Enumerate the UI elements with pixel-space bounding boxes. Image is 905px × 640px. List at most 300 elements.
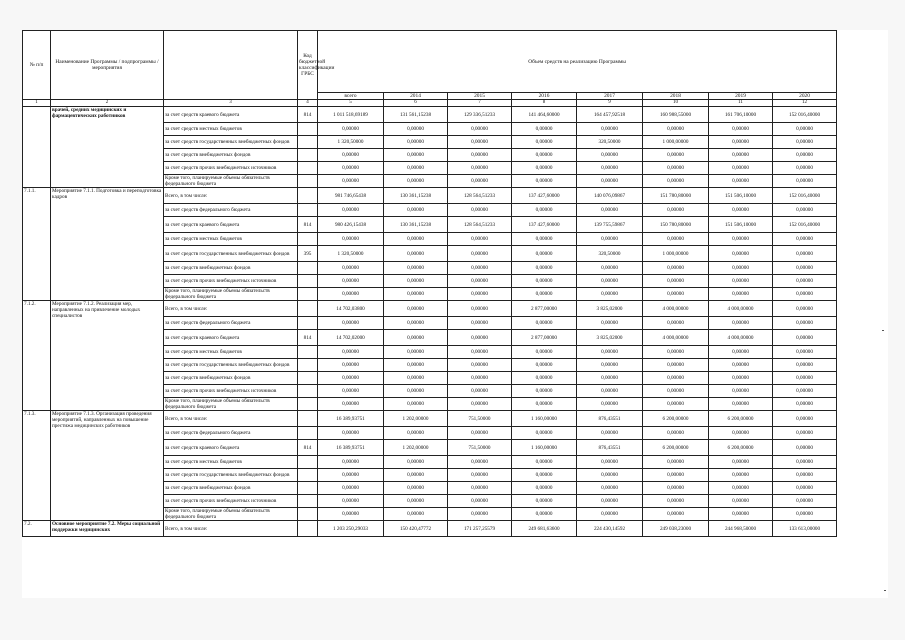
amount-cell: 0,00000 bbox=[384, 233, 448, 246]
amount-cell: 161 706,10000 bbox=[709, 107, 773, 123]
amount-cell: 0,00000 bbox=[773, 359, 837, 372]
measure-number: 7.2. bbox=[23, 521, 51, 537]
amount-cell: 171 257,25579 bbox=[448, 521, 512, 537]
amount-cell: 0,00000 bbox=[773, 482, 837, 495]
amount-cell: 0,00000 bbox=[577, 398, 643, 411]
funding-source: за счет средств прочих внебюджетных источников bbox=[164, 385, 298, 398]
budget-code bbox=[298, 495, 318, 508]
amount-cell: 0,00000 bbox=[577, 346, 643, 359]
amount-cell: 0,00000 bbox=[384, 508, 448, 521]
amount-cell: 131 561,15238 bbox=[384, 107, 448, 123]
amount-cell: 0,00000 bbox=[384, 398, 448, 411]
amount-cell: 0,00000 bbox=[643, 262, 709, 275]
amount-cell: 0,00000 bbox=[577, 149, 643, 162]
measure-name: Основное мероприятие 7.2. Меры социальной поддержки медицинских bbox=[51, 521, 164, 537]
amount-cell: 0,00000 bbox=[384, 175, 448, 188]
amount-cell: 0,00000 bbox=[773, 330, 837, 346]
funding-source: за счет средств федерального бюджета bbox=[164, 204, 298, 217]
year-header: 2015 bbox=[448, 93, 512, 100]
amount-cell: 0,00000 bbox=[448, 482, 512, 495]
amount-cell: 0,00000 bbox=[318, 262, 384, 275]
amount-cell: 0,00000 bbox=[709, 275, 773, 288]
budget-code bbox=[298, 262, 318, 275]
amount-cell: 150 420,47772 bbox=[384, 521, 448, 537]
scan-speck bbox=[882, 330, 884, 331]
amount-cell: 0,00000 bbox=[577, 275, 643, 288]
amount-cell: 0,00000 bbox=[448, 469, 512, 482]
amount-cell: 160 988,55000 bbox=[643, 107, 709, 123]
amount-cell: 152 016,40000 bbox=[773, 107, 837, 123]
amount-cell: 0,00000 bbox=[318, 469, 384, 482]
funding-source: за счет средств местных бюджетов bbox=[164, 346, 298, 359]
amount-cell: 0,00000 bbox=[773, 508, 837, 521]
scan-speck bbox=[884, 590, 886, 591]
amount-cell: 0,00000 bbox=[448, 175, 512, 188]
amount-cell: 137 427,60000 bbox=[512, 188, 577, 204]
amount-cell: 0,00000 bbox=[318, 427, 384, 440]
amount-cell: 16 389,93751 bbox=[318, 440, 384, 456]
budget-code: 814 bbox=[298, 107, 318, 123]
funding-source: за счет средств краевого бюджета bbox=[164, 330, 298, 346]
amount-cell: 0,00000 bbox=[643, 317, 709, 330]
amount-cell: 0,00000 bbox=[448, 427, 512, 440]
amount-cell: 6 200,00000 bbox=[709, 411, 773, 427]
year-header: 2016 bbox=[512, 93, 577, 100]
amount-cell: 1 000,00000 bbox=[643, 136, 709, 149]
amount-cell: 0,00000 bbox=[577, 385, 643, 398]
budget-code bbox=[298, 149, 318, 162]
amount-cell: 0,00000 bbox=[384, 149, 448, 162]
amount-cell: 1 320,50000 bbox=[318, 246, 384, 262]
funding-source: за счет средств федерального бюджета bbox=[164, 317, 298, 330]
amount-cell: 0,00000 bbox=[512, 275, 577, 288]
amount-cell: 0,00000 bbox=[448, 136, 512, 149]
amount-cell: 0,00000 bbox=[384, 385, 448, 398]
funding-source: за счет средств внебюджетных фондов bbox=[164, 262, 298, 275]
amount-cell: 0,00000 bbox=[384, 317, 448, 330]
amount-cell: 0,00000 bbox=[773, 136, 837, 149]
header-code: Код бюджетной классификации ГРБС bbox=[298, 31, 318, 100]
amount-cell: 0,00000 bbox=[643, 427, 709, 440]
amount-cell: 0,00000 bbox=[773, 372, 837, 385]
amount-cell: 4 000,00000 bbox=[709, 330, 773, 346]
column-index: 9 bbox=[577, 100, 643, 107]
amount-cell: 130 361,15238 bbox=[384, 217, 448, 233]
column-index: 12 bbox=[773, 100, 837, 107]
document-sheet bbox=[22, 30, 888, 598]
amount-cell: 0,00000 bbox=[773, 204, 837, 217]
amount-cell: 0,00000 bbox=[773, 469, 837, 482]
amount-cell: 0,00000 bbox=[318, 482, 384, 495]
amount-cell: 0,00000 bbox=[448, 204, 512, 217]
amount-cell: 0,00000 bbox=[709, 359, 773, 372]
amount-cell: 0,00000 bbox=[384, 262, 448, 275]
amount-cell: 0,00000 bbox=[643, 149, 709, 162]
budget-code bbox=[298, 301, 318, 317]
amount-cell: 1 203 250,29033 bbox=[318, 521, 384, 537]
amount-cell: 0,00000 bbox=[709, 495, 773, 508]
measure-name: Мероприятие 7.1.2. Реализация мер, направленных на привлечение молодых специалистов bbox=[51, 301, 164, 411]
budget-code bbox=[298, 162, 318, 175]
funding-source: за счет средств федерального бюджета bbox=[164, 427, 298, 440]
column-index: 3 bbox=[164, 100, 298, 107]
amount-cell: 249 038,23000 bbox=[643, 521, 709, 537]
funding-source: за счет средств прочих внебюджетных источников bbox=[164, 495, 298, 508]
amount-cell: 0,00000 bbox=[773, 301, 837, 317]
amount-cell: 0,00000 bbox=[318, 123, 384, 136]
amount-cell: 1 000,00000 bbox=[643, 246, 709, 262]
table-row bbox=[23, 301, 837, 317]
amount-cell: 0,00000 bbox=[512, 385, 577, 398]
amount-cell: 3 825,02000 bbox=[577, 301, 643, 317]
amount-cell: 0,00000 bbox=[773, 149, 837, 162]
funding-source: за счет средств государственных внебюджетных фондов bbox=[164, 359, 298, 372]
amount-cell: 0,00000 bbox=[709, 482, 773, 495]
amount-cell: 4 000,00000 bbox=[643, 330, 709, 346]
amount-cell: 1 202,00000 bbox=[384, 440, 448, 456]
amount-cell: 164 457,92518 bbox=[577, 107, 643, 123]
amount-cell: 6 200,00000 bbox=[709, 440, 773, 456]
amount-cell: 320,50000 bbox=[577, 136, 643, 149]
budget-code bbox=[298, 398, 318, 411]
amount-cell: 0,00000 bbox=[773, 288, 837, 301]
amount-cell: 0,00000 bbox=[318, 162, 384, 175]
amount-cell: 14 702,03800 bbox=[318, 301, 384, 317]
amount-cell: 0,00000 bbox=[512, 246, 577, 262]
budget-code bbox=[298, 288, 318, 301]
amount-cell: 0,00000 bbox=[512, 204, 577, 217]
amount-cell: 0,00000 bbox=[709, 372, 773, 385]
amount-cell: 0,00000 bbox=[318, 204, 384, 217]
amount-cell: 0,00000 bbox=[384, 456, 448, 469]
amount-cell: 0,00000 bbox=[318, 149, 384, 162]
amount-cell: 0,00000 bbox=[512, 162, 577, 175]
budget-code bbox=[298, 136, 318, 149]
column-index: 8 bbox=[512, 100, 577, 107]
funding-source: Всего, в том числе: bbox=[164, 301, 298, 317]
amount-cell: 0,00000 bbox=[318, 359, 384, 372]
amount-cell: 0,00000 bbox=[512, 495, 577, 508]
amount-cell: 0,00000 bbox=[318, 346, 384, 359]
amount-cell: 0,00000 bbox=[448, 246, 512, 262]
budget-code bbox=[298, 508, 318, 521]
amount-cell: 0,00000 bbox=[512, 508, 577, 521]
amount-cell: 0,00000 bbox=[384, 123, 448, 136]
amount-cell: 0,00000 bbox=[512, 372, 577, 385]
amount-cell: 0,00000 bbox=[384, 359, 448, 372]
amount-cell: 0,00000 bbox=[577, 233, 643, 246]
amount-cell: 0,00000 bbox=[512, 123, 577, 136]
amount-cell: 0,00000 bbox=[577, 175, 643, 188]
table-row bbox=[23, 521, 837, 537]
amount-cell: 4 000,00000 bbox=[709, 301, 773, 317]
amount-cell: 128 564,51233 bbox=[448, 217, 512, 233]
amount-cell: 6 200,00000 bbox=[643, 411, 709, 427]
amount-cell: 0,00000 bbox=[577, 469, 643, 482]
amount-cell: 0,00000 bbox=[643, 346, 709, 359]
amount-cell: 0,00000 bbox=[512, 482, 577, 495]
amount-cell: 0,00000 bbox=[448, 301, 512, 317]
header-source bbox=[164, 31, 298, 100]
amount-cell: 0,00000 bbox=[577, 359, 643, 372]
amount-cell: 4 000,00000 bbox=[643, 301, 709, 317]
amount-cell: 0,00000 bbox=[512, 359, 577, 372]
amount-cell: 0,00000 bbox=[577, 508, 643, 521]
amount-cell: 0,00000 bbox=[709, 136, 773, 149]
amount-cell: 0,00000 bbox=[384, 346, 448, 359]
amount-cell: 0,00000 bbox=[577, 456, 643, 469]
amount-cell: 0,00000 bbox=[448, 346, 512, 359]
budget-code bbox=[298, 275, 318, 288]
year-header: 2014 bbox=[384, 93, 448, 100]
amount-cell: 0,00000 bbox=[318, 175, 384, 188]
funding-source: Всего, в том числе: bbox=[164, 188, 298, 204]
table-row bbox=[23, 188, 837, 204]
amount-cell: 0,00000 bbox=[709, 346, 773, 359]
amount-cell: 16 389,93751 bbox=[318, 411, 384, 427]
amount-cell: 0,00000 bbox=[577, 372, 643, 385]
amount-cell: 0,00000 bbox=[709, 175, 773, 188]
budget-code: 395 bbox=[298, 246, 318, 262]
amount-cell: 0,00000 bbox=[512, 427, 577, 440]
column-index: 6 bbox=[384, 100, 448, 107]
funding-source: за счет средств местных бюджетов bbox=[164, 456, 298, 469]
measure-number: 7.1.2. bbox=[23, 301, 51, 411]
budget-code bbox=[298, 385, 318, 398]
amount-cell: 0,00000 bbox=[643, 495, 709, 508]
year-header: 2019 bbox=[709, 93, 773, 100]
amount-cell: 0,00000 bbox=[643, 175, 709, 188]
amount-cell: 224 430,14592 bbox=[577, 521, 643, 537]
amount-cell: 0,00000 bbox=[318, 456, 384, 469]
amount-cell: 152 016,40000 bbox=[773, 188, 837, 204]
funding-source: Всего, в том числе: bbox=[164, 521, 298, 537]
amount-cell: 0,00000 bbox=[318, 317, 384, 330]
budget-code bbox=[298, 233, 318, 246]
funding-source: Всего, в том числе: bbox=[164, 411, 298, 427]
amount-cell: 0,00000 bbox=[709, 262, 773, 275]
amount-cell: 0,00000 bbox=[577, 204, 643, 217]
amount-cell: 980 426,15438 bbox=[318, 217, 384, 233]
amount-cell: 0,00000 bbox=[709, 469, 773, 482]
amount-cell: 129 336,51233 bbox=[448, 107, 512, 123]
amount-cell: 0,00000 bbox=[709, 123, 773, 136]
amount-cell: 0,00000 bbox=[384, 162, 448, 175]
amount-cell: 0,00000 bbox=[773, 495, 837, 508]
amount-cell: 128 564,51233 bbox=[448, 188, 512, 204]
amount-cell: 0,00000 bbox=[709, 246, 773, 262]
amount-cell: 0,00000 bbox=[709, 427, 773, 440]
amount-cell: 320,50000 bbox=[577, 246, 643, 262]
amount-cell: 0,00000 bbox=[448, 372, 512, 385]
amount-cell: 0,00000 bbox=[773, 275, 837, 288]
budget-code: 814 bbox=[298, 217, 318, 233]
funding-source: за счет средств государственных внебюджетных фондов bbox=[164, 136, 298, 149]
year-header: 2017 bbox=[577, 93, 643, 100]
amount-cell: 0,00000 bbox=[577, 123, 643, 136]
amount-cell: 0,00000 bbox=[384, 495, 448, 508]
amount-cell: 0,00000 bbox=[448, 330, 512, 346]
amount-cell: 0,00000 bbox=[384, 427, 448, 440]
funding-source: за счет средств прочих внебюджетных источников bbox=[164, 162, 298, 175]
amount-cell: 0,00000 bbox=[577, 495, 643, 508]
amount-cell: 0,00000 bbox=[773, 262, 837, 275]
amount-cell: 1 011 518,69189 bbox=[318, 107, 384, 123]
amount-cell: 0,00000 bbox=[384, 246, 448, 262]
amount-cell: 0,00000 bbox=[643, 162, 709, 175]
amount-cell: 751,50000 bbox=[448, 440, 512, 456]
table-row bbox=[23, 107, 837, 123]
amount-cell: 140 076,09867 bbox=[577, 188, 643, 204]
amount-cell: 141 464,60000 bbox=[512, 107, 577, 123]
amount-cell: 0,00000 bbox=[448, 456, 512, 469]
amount-cell: 1 160,00000 bbox=[512, 411, 577, 427]
amount-cell: 0,00000 bbox=[577, 262, 643, 275]
amount-cell: 0,00000 bbox=[773, 246, 837, 262]
column-index: 1 bbox=[23, 100, 51, 107]
amount-cell: 981 746,65438 bbox=[318, 188, 384, 204]
amount-cell: 0,00000 bbox=[773, 427, 837, 440]
amount-cell: 0,00000 bbox=[709, 204, 773, 217]
amount-cell: 0,00000 bbox=[709, 456, 773, 469]
column-index: 4 bbox=[298, 100, 318, 107]
amount-cell: 0,00000 bbox=[643, 233, 709, 246]
amount-cell: 0,00000 bbox=[773, 398, 837, 411]
header-number: № п/п bbox=[23, 31, 51, 100]
amount-cell: 2 877,00000 bbox=[512, 330, 577, 346]
amount-cell: 0,00000 bbox=[384, 372, 448, 385]
amount-cell: 0,00000 bbox=[448, 317, 512, 330]
amount-cell: 151 780,80000 bbox=[643, 188, 709, 204]
amount-cell: 0,00000 bbox=[448, 233, 512, 246]
amount-cell: 137 427,60000 bbox=[512, 217, 577, 233]
amount-cell: 0,00000 bbox=[318, 372, 384, 385]
amount-cell: 0,00000 bbox=[318, 385, 384, 398]
amount-cell: 6 200,00000 bbox=[643, 440, 709, 456]
budget-code bbox=[298, 411, 318, 427]
amount-cell: 244 968,50000 bbox=[709, 521, 773, 537]
measure-number: 7.1.3. bbox=[23, 411, 51, 521]
amount-cell: 0,00000 bbox=[512, 398, 577, 411]
amount-cell: 0,00000 bbox=[448, 508, 512, 521]
amount-cell: 0,00000 bbox=[318, 495, 384, 508]
amount-cell: 876,43551 bbox=[577, 411, 643, 427]
amount-cell: 151 506,10000 bbox=[709, 188, 773, 204]
amount-cell: 0,00000 bbox=[512, 456, 577, 469]
amount-cell: 0,00000 bbox=[643, 359, 709, 372]
amount-cell: 0,00000 bbox=[448, 359, 512, 372]
amount-cell: 1 202,00000 bbox=[384, 411, 448, 427]
amount-cell: 0,00000 bbox=[643, 456, 709, 469]
budget-code bbox=[298, 359, 318, 372]
budget-code bbox=[298, 317, 318, 330]
amount-cell: 0,00000 bbox=[773, 440, 837, 456]
amount-cell: 0,00000 bbox=[318, 508, 384, 521]
amount-cell: 0,00000 bbox=[512, 175, 577, 188]
amount-cell: 1 320,50000 bbox=[318, 136, 384, 149]
measure-number bbox=[23, 107, 51, 188]
funding-source: за счет средств государственных внебюджетных фондов bbox=[164, 246, 298, 262]
amount-cell: 0,00000 bbox=[643, 288, 709, 301]
amount-cell: 3 825,02000 bbox=[577, 330, 643, 346]
funding-source: Кроме того, планируемые объемы обязательств федерального бюджета bbox=[164, 175, 298, 188]
amount-cell: 130 361,15238 bbox=[384, 188, 448, 204]
measure-name: Мероприятие 7.1.3. Организация проведения мероприятий, направленных на повышение престижа медицинских работников bbox=[51, 411, 164, 521]
year-header: 2018 bbox=[643, 93, 709, 100]
table-row bbox=[23, 411, 837, 427]
amount-cell: 0,00000 bbox=[643, 123, 709, 136]
amount-cell: 0,00000 bbox=[384, 301, 448, 317]
amount-cell: 14 702,02000 bbox=[318, 330, 384, 346]
funding-source: за счет средств местных бюджетов bbox=[164, 233, 298, 246]
amount-cell: 0,00000 bbox=[709, 398, 773, 411]
amount-cell: 0,00000 bbox=[643, 469, 709, 482]
amount-cell: 0,00000 bbox=[512, 262, 577, 275]
amount-cell: 0,00000 bbox=[512, 149, 577, 162]
amount-cell: 0,00000 bbox=[448, 162, 512, 175]
funding-source: за счет средств местных бюджетов bbox=[164, 123, 298, 136]
funding-source: за счет средств внебюджетных фондов bbox=[164, 149, 298, 162]
column-index: 7 bbox=[448, 100, 512, 107]
budget-table bbox=[22, 30, 837, 537]
year-header: 2020 bbox=[773, 93, 837, 100]
funding-source: за счет средств внебюджетных фондов bbox=[164, 372, 298, 385]
amount-cell: 0,00000 bbox=[773, 456, 837, 469]
amount-cell: 0,00000 bbox=[577, 317, 643, 330]
amount-cell: 0,00000 bbox=[384, 482, 448, 495]
amount-cell: 0,00000 bbox=[577, 288, 643, 301]
amount-cell: 0,00000 bbox=[773, 317, 837, 330]
header-volume: Объем средств на реализацию Программы bbox=[318, 31, 837, 93]
budget-code bbox=[298, 521, 318, 537]
funding-source: за счет средств внебюджетных фондов bbox=[164, 482, 298, 495]
amount-cell: 0,00000 bbox=[512, 317, 577, 330]
amount-cell: 0,00000 bbox=[318, 288, 384, 301]
amount-cell: 0,00000 bbox=[773, 385, 837, 398]
amount-cell: 0,00000 bbox=[643, 204, 709, 217]
funding-source: Кроме того, планируемые объемы обязательств федерального бюджета bbox=[164, 508, 298, 521]
amount-cell: 0,00000 bbox=[384, 204, 448, 217]
amount-cell: 133 613,00000 bbox=[773, 521, 837, 537]
budget-code bbox=[298, 469, 318, 482]
amount-cell: 0,00000 bbox=[643, 372, 709, 385]
amount-cell: 0,00000 bbox=[577, 162, 643, 175]
amount-cell: 0,00000 bbox=[709, 233, 773, 246]
amount-cell: 0,00000 bbox=[773, 123, 837, 136]
budget-code bbox=[298, 188, 318, 204]
amount-cell: 0,00000 bbox=[448, 275, 512, 288]
amount-cell: 0,00000 bbox=[643, 275, 709, 288]
amount-cell: 0,00000 bbox=[773, 162, 837, 175]
amount-cell: 0,00000 bbox=[709, 288, 773, 301]
budget-code bbox=[298, 456, 318, 469]
amount-cell: 0,00000 bbox=[709, 149, 773, 162]
amount-cell: 0,00000 bbox=[384, 136, 448, 149]
amount-cell: 0,00000 bbox=[384, 330, 448, 346]
amount-cell: 0,00000 bbox=[709, 385, 773, 398]
column-index: 5 bbox=[318, 100, 384, 107]
amount-cell: 0,00000 bbox=[577, 427, 643, 440]
column-index: 2 bbox=[51, 100, 164, 107]
amount-cell: 2 877,00000 bbox=[512, 301, 577, 317]
amount-cell: 0,00000 bbox=[512, 136, 577, 149]
amount-cell: 0,00000 bbox=[448, 495, 512, 508]
amount-cell: 0,00000 bbox=[448, 262, 512, 275]
measure-name: врачей, средних медицинских и фармацевтических работников bbox=[51, 107, 164, 188]
funding-source: за счет средств прочих внебюджетных источников bbox=[164, 275, 298, 288]
amount-cell: 0,00000 bbox=[448, 149, 512, 162]
funding-source: за счет средств краевого бюджета bbox=[164, 217, 298, 233]
